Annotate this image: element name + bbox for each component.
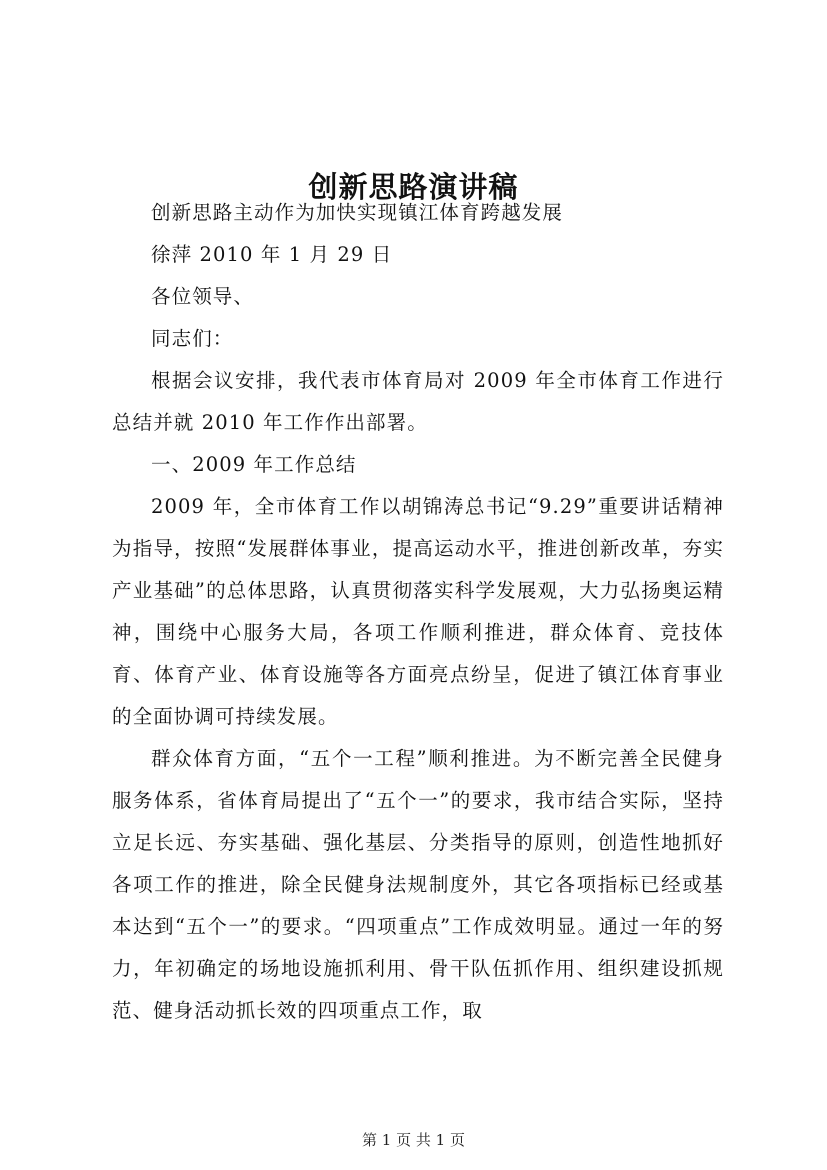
opening-paragraph: 根据会议安排，我代表市体育局对 2009 年全市体育工作进行总结并就 2010 年工作作出部署。: [112, 369, 724, 434]
page-footer: 第 1 页 共 1 页: [362, 1131, 465, 1149]
section-heading: 一、2009 年工作总结: [151, 453, 357, 476]
document-body: [112, 192, 724, 1032]
document-title: 创新思路演讲稿: [308, 170, 519, 205]
mass-sports-paragraph: 群众体育方面，“五个一工程”顺利推进。为不断完善全民健身服务体系，省体育局提出了“五个一”的要求，我市结合实际，坚持立足长远、夯实基础、强化基层、分类指导的原则，创造性地抓好各项工作的推进，除全民健身法规制度外，其它各项指标已经或基本达到“五个一”的要求。“四项重点”工作成效明显。通过一年的努力，年初确定的场地设施抓利用、骨干队伍抓作用、组织建设抓规范、健身活动抓长效的四项重点工作，取: [112, 747, 724, 1022]
author-date-paragraph: 徐萍 2010 年 1 月 29 日: [151, 243, 393, 266]
salutation-comrades: 同志们：: [151, 327, 234, 350]
salutation-leaders: 各位领导、: [151, 285, 255, 308]
summary-paragraph: 2009 年，全市体育工作以胡锦涛总书记“9.29”重要讲话精神为指导，按照“发展群体事业，提高运动水平，推进创新改革，夯实产业基础”的总体思路，认真贯彻落实科学发展观，大力弘扬奥运精神，围绕中心服务大局，各项工作顺利推进，群众体育、竞技体育、体育产业、体育设施等各方面亮点纷呈，促进了镇江体育事业的全面协调可持续发展。: [112, 495, 724, 728]
subtitle-paragraph: 创新思路主动作为加快实现镇江体育跨越发展: [151, 201, 564, 224]
